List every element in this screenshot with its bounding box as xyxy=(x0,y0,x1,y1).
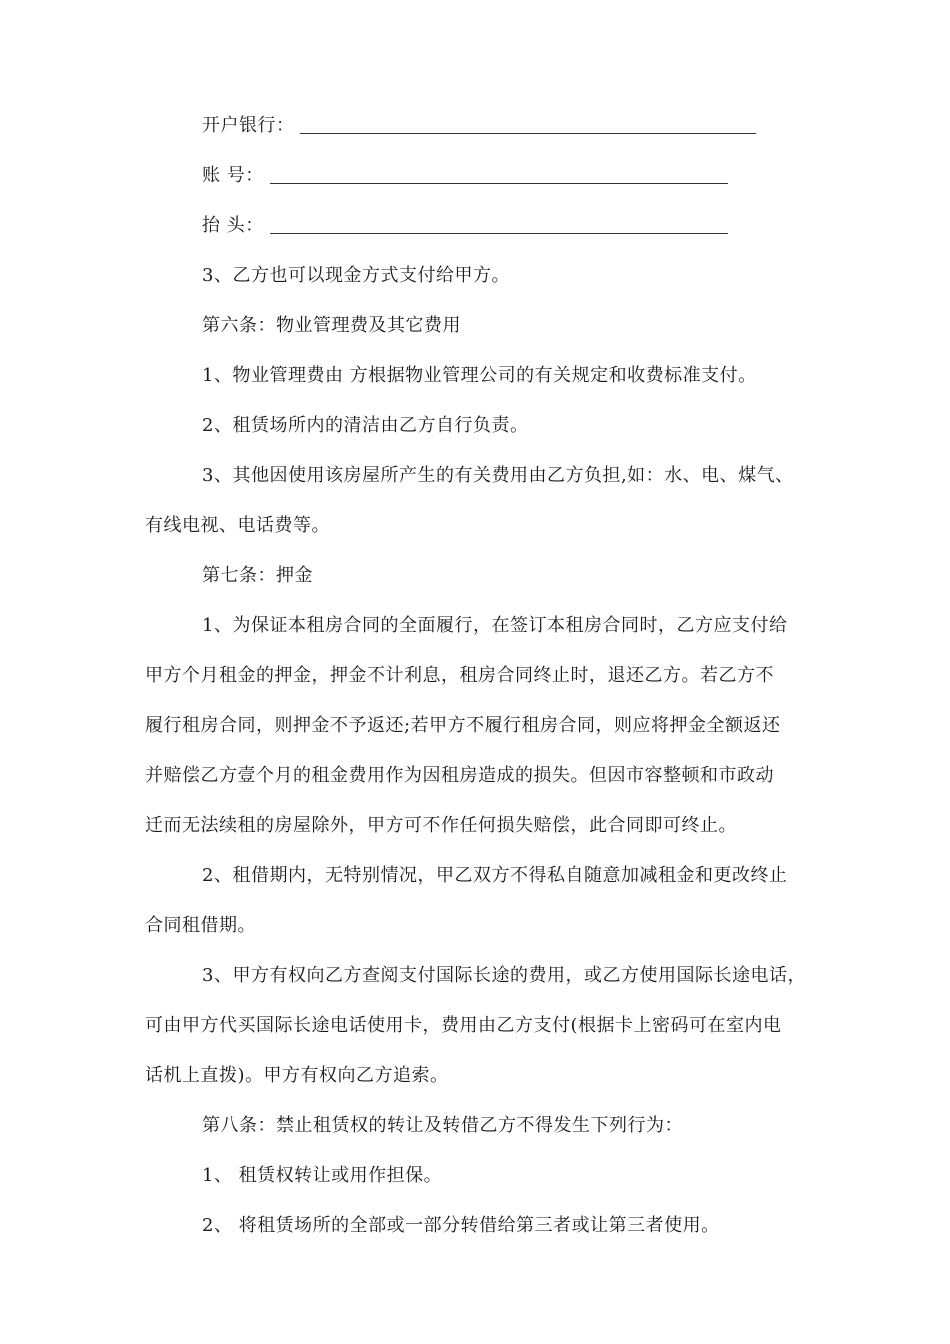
list-item: 1、 租赁权转让或用作担保。 xyxy=(202,1165,443,1186)
title-blank-line xyxy=(270,233,728,234)
account-label: 账 号： xyxy=(202,165,264,186)
paragraph-line: 履行租房合同，则押金不予返还;若甲方不履行租房合同，则应将押金全额返还 xyxy=(145,715,781,736)
paragraph-line: 并赔偿乙方壹个月的租金费用作为因租房造成的损失。但因市容整顿和市政动 xyxy=(145,765,774,786)
bank-label: 开户银行： xyxy=(202,115,295,136)
title-label: 抬 头： xyxy=(202,215,264,236)
paragraph-line: 迁而无法续租的房屋除外，甲方可不作任何损失赔偿，此合同即可终止。 xyxy=(145,815,737,836)
section-heading: 第六条：物业管理费及其它费用 xyxy=(202,315,461,336)
section-heading: 第七条：押金 xyxy=(202,565,313,586)
list-item: 2、 将租赁场所的全部或一部分转借给第三者或让第三者使用。 xyxy=(202,1215,720,1236)
paragraph-line: 1、为保证本租房合同的全面履行，在签订本租房合同时，乙方应支付给 xyxy=(202,615,788,636)
bank-blank-line xyxy=(300,133,756,134)
paragraph-line: 有线电视、电话费等。 xyxy=(145,515,330,536)
paragraph-line: 合同租借期。 xyxy=(145,915,256,936)
paragraph-line: 2、租借期内，无特别情况，甲乙双方不得私自随意加减租金和更改终止 xyxy=(202,865,788,886)
paragraph-line: 1、物业管理费由 方根据物业管理公司的有关规定和收费标准支付。 xyxy=(202,365,757,386)
paragraph-line: 话机上直拨)。甲方有权向乙方追索。 xyxy=(145,1065,449,1086)
paragraph-line: 3、甲方有权向乙方查阅支付国际长途的费用，或乙方使用国际长途电话， xyxy=(202,965,806,986)
paragraph-line: 3、其他因使用该房屋所产生的有关费用由乙方负担,如：水、电、煤气、 xyxy=(202,465,794,486)
paragraph-line: 3、乙方也可以现金方式支付给甲方。 xyxy=(202,265,510,286)
paragraph-line: 2、租赁场所内的清洁由乙方自行负责。 xyxy=(202,415,529,436)
paragraph-line: 可由甲方代买国际长途电话使用卡，费用由乙方支付(根据卡上密码可在室内电 xyxy=(145,1015,782,1036)
section-heading: 第八条：禁止租赁权的转让及转借乙方不得发生下列行为： xyxy=(202,1115,683,1136)
account-blank-line xyxy=(270,183,728,184)
paragraph-line: 甲方个月租金的押金，押金不计利息，租房合同终止时，退还乙方。若乙方不 xyxy=(145,665,774,686)
